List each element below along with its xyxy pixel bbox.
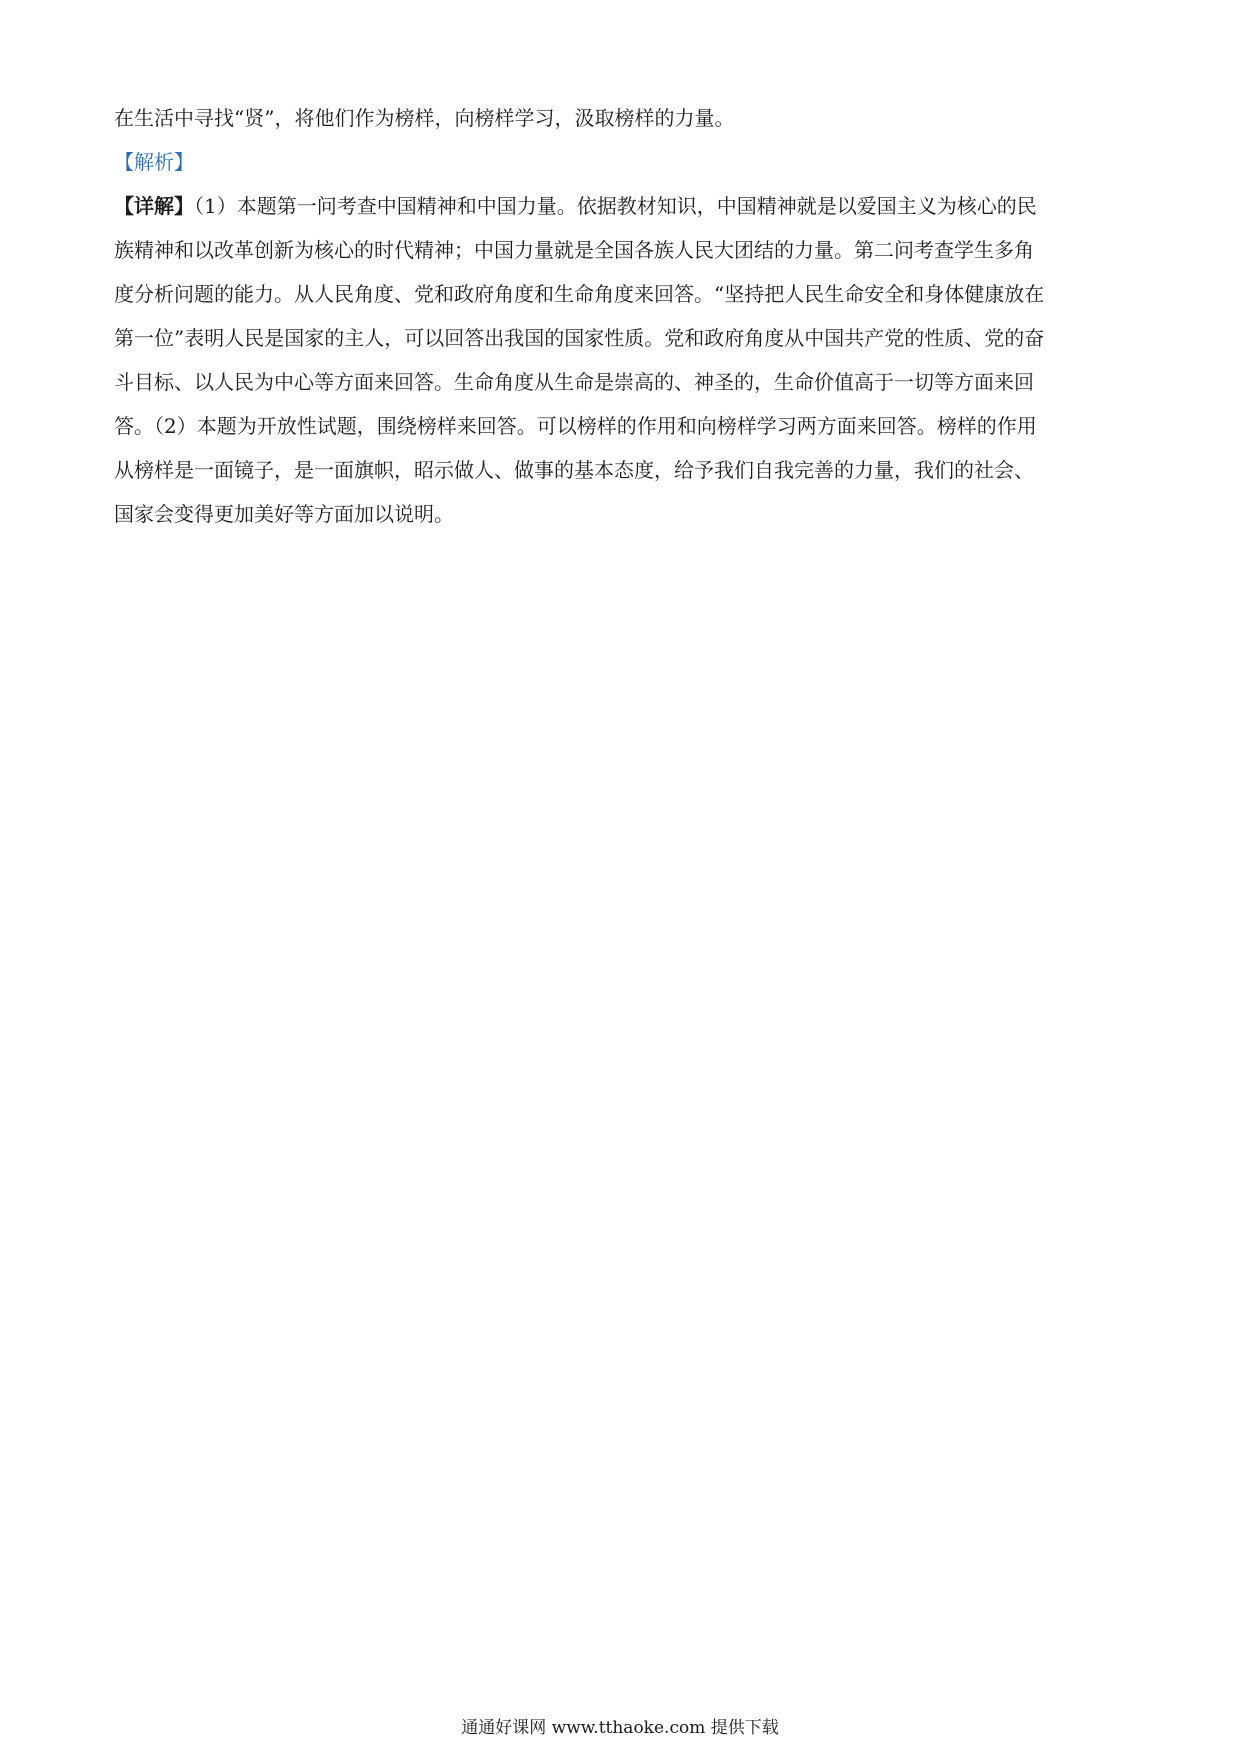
detail-line: 度分析问题的能力。从人民角度、党和政府角度和生命角度来回答。“坚持把人民生命安全和身体健康放在	[114, 282, 1045, 306]
detail-line: 从榜样是一面镜子，是一面旗帜，昭示做人、做事的基本态度，给予我们自我完善的力量，我们的社会、	[114, 458, 1034, 482]
detail-paragraph	[114, 184, 1130, 536]
detail-line: 族精神和以改革创新为核心的时代精神；中国力量就是全国各族人民大团结的力量。第二问考查学生多角	[114, 238, 1034, 262]
page-footer: 通通好课网 www.tthaoke.com 提供下载	[461, 1718, 779, 1738]
intro-line: 在生活中寻找“贤”，将他们作为榜样，向榜样学习，汲取榜样的力量。	[114, 106, 735, 130]
detail-label: 【详解】	[114, 194, 194, 218]
analysis-heading: 【解析】	[114, 150, 194, 174]
detail-line-text: （1）本题第一问考查中国精神和中国力量。依据教材知识，中国精神就是以爱国主义为核心的民	[194, 194, 1037, 218]
detail-line: 第一位”表明人民是国家的主人，可以回答出我国的国家性质。党和政府角度从中国共产党的性质、党的奋	[114, 326, 1045, 350]
detail-line: 斗目标、以人民为中心等方面来回答。生命角度从生命是崇高的、神圣的，生命价值高于一切等方面来回	[114, 370, 1034, 394]
document-body	[114, 96, 1130, 536]
detail-line: 国家会变得更加美好等方面加以说明。	[114, 502, 454, 526]
detail-line: 答。（2）本题为开放性试题，围绕榜样来回答。可以榜样的作用和向榜样学习两方面来回答。榜样的作用	[114, 414, 1037, 438]
detail-line	[114, 184, 1130, 228]
